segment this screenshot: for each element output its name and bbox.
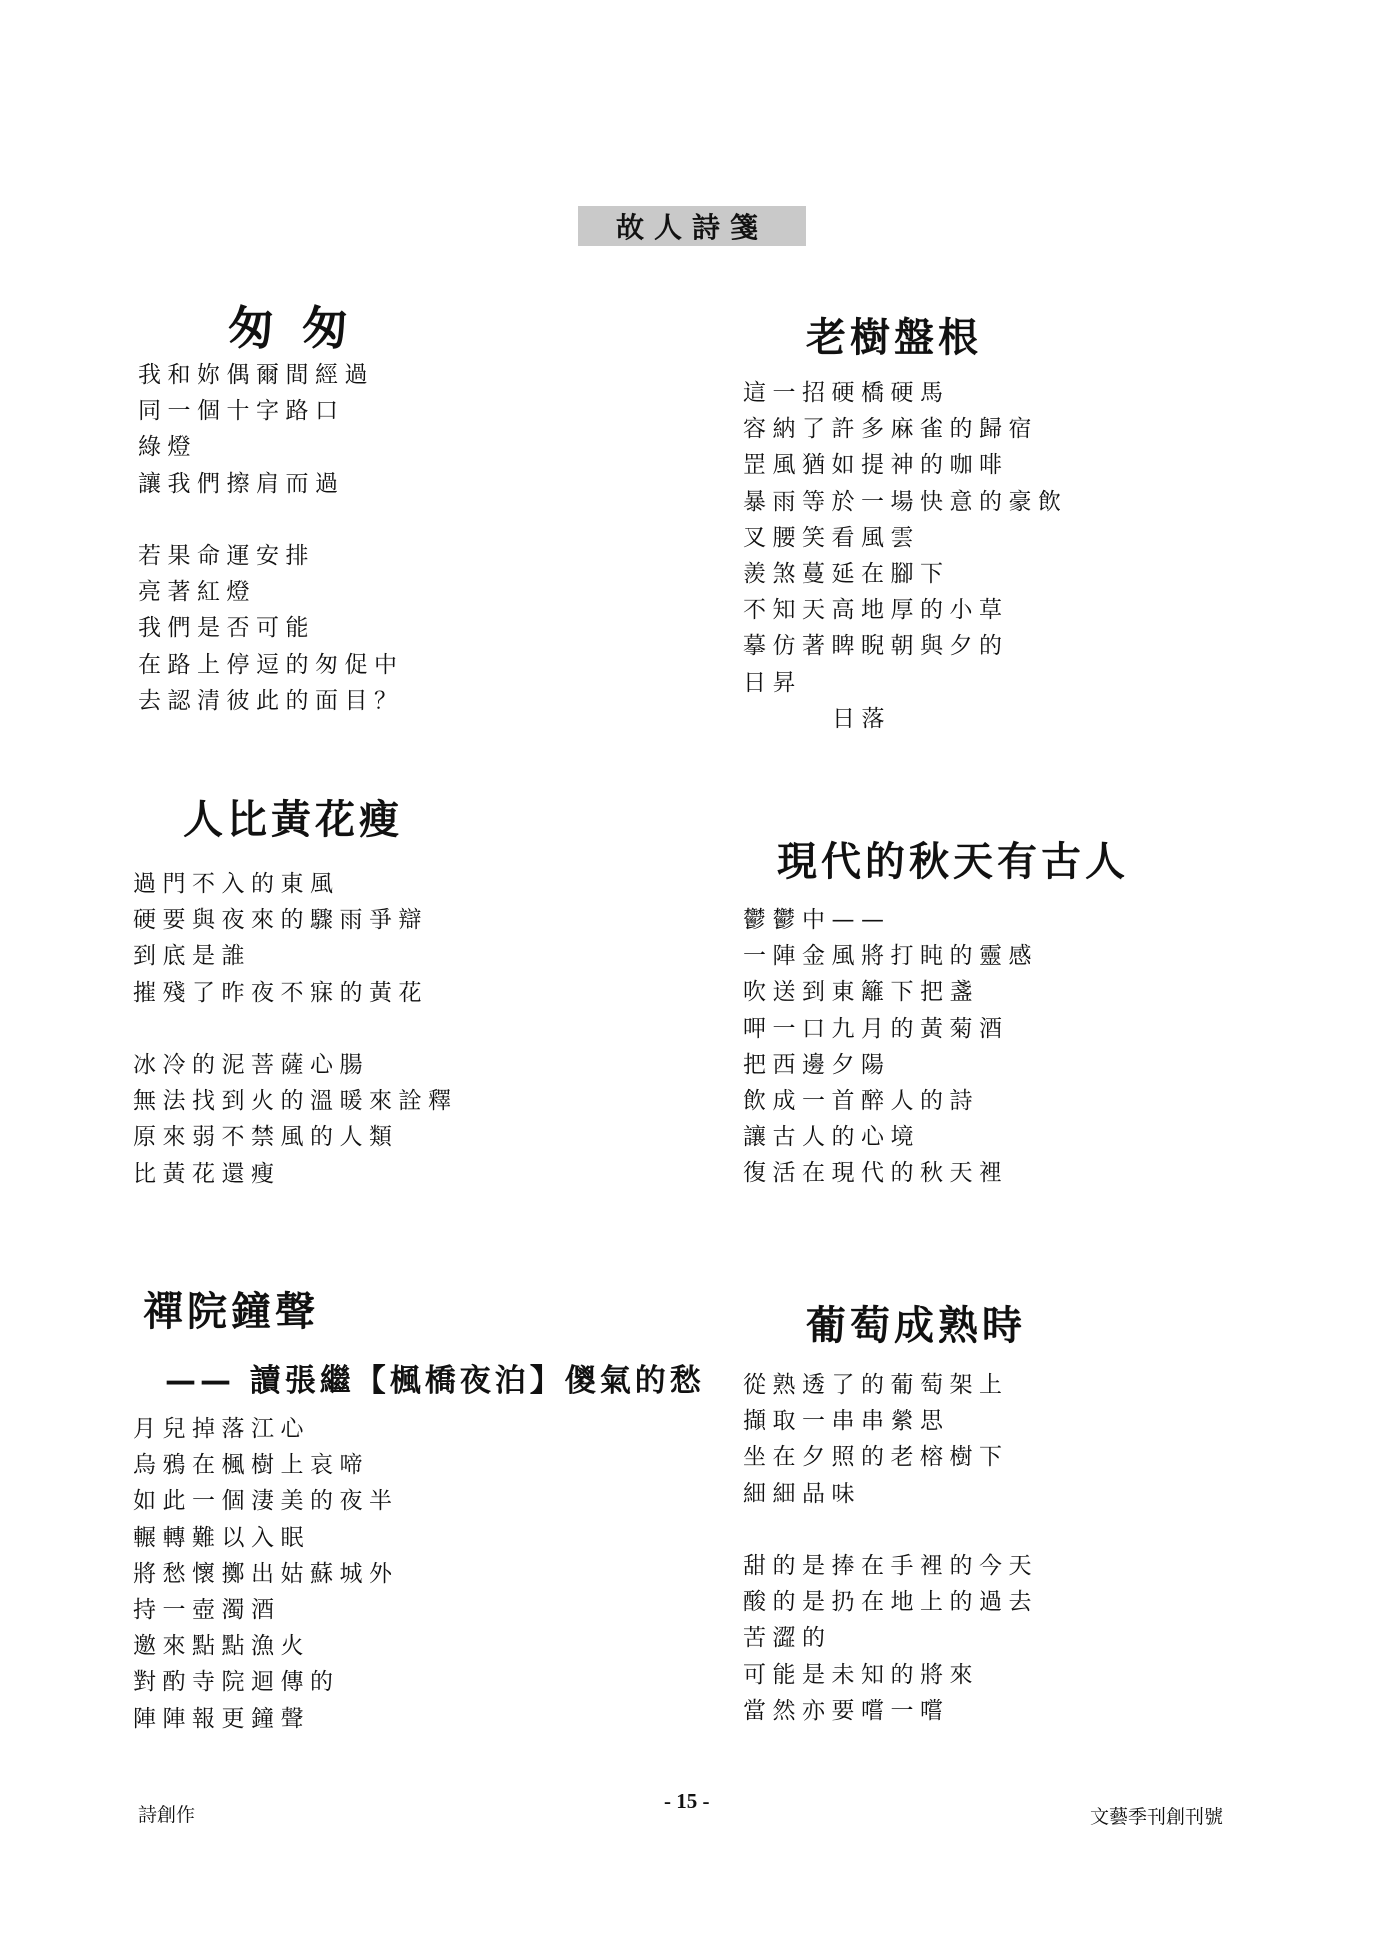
- poem-title: 匆 匆: [228, 301, 355, 355]
- poem-line: 過門不入的東風: [133, 871, 340, 897]
- poem-line: 細細品味: [743, 1480, 861, 1507]
- poem-line: 持一壺濁酒: [133, 1596, 281, 1623]
- poem-line: 綠燈: [138, 434, 197, 461]
- poem-line: 從熟透了的葡萄架上: [743, 1372, 1009, 1398]
- poem-line: 容納了許多麻雀的歸宿: [743, 416, 1038, 443]
- poem-line: 羨煞蔓延在腳下: [743, 560, 950, 587]
- poem-line: 飲成一首醉人的詩: [743, 1087, 979, 1114]
- poem-line: 摹仿著睥睨朝與夕的: [743, 633, 1009, 660]
- poem-line: 亮著紅燈: [138, 579, 256, 606]
- poem-line: 我和妳偶爾間經過: [138, 362, 374, 388]
- poem-line: 陣陣報更鐘聲: [133, 1705, 310, 1732]
- poem-line: 將愁懷擲出姑蘇城外: [133, 1560, 399, 1587]
- poem-lines: [743, 902, 1038, 1192]
- poem-title: 老樹盤根: [806, 314, 982, 361]
- poem-line: 原來弱不禁風的人類: [133, 1124, 399, 1151]
- poem-line: 在路上停逗的匆促中: [138, 651, 404, 678]
- poem-lines: [743, 1367, 1038, 1729]
- poem-line: 暴雨等於一場快意的豪飲: [743, 488, 1068, 515]
- poem-line: 我們是否可能: [138, 615, 315, 642]
- poem-line: 叉腰笑看風雲: [743, 524, 920, 551]
- poem-line: 罡風猶如提神的咖啡: [743, 452, 1009, 479]
- poem-line: 吹送到東籬下把盞: [743, 979, 979, 1006]
- poem-lines: [743, 375, 1068, 737]
- poem-title: 現代的秋天有古人: [777, 838, 1129, 885]
- section-header: 故人詩箋: [578, 206, 806, 246]
- poem-lines: [138, 357, 404, 719]
- poem-line: 苦澀的: [743, 1625, 832, 1652]
- poem-line: 硬要與夜來的驟雨爭辯: [133, 907, 428, 934]
- poem-line: 冰冷的泥菩薩心腸: [133, 1051, 369, 1078]
- poem-line: 摧殘了昨夜不寐的黃花: [133, 979, 428, 1006]
- poem-line: 鬱鬱中——: [743, 907, 891, 933]
- poem-title: 人比黃花瘦: [183, 796, 403, 843]
- poem-line: 不知天高地厚的小草: [743, 597, 1009, 624]
- poem-line: 若果命運安排: [138, 542, 315, 569]
- poem-line: 把西邊夕陽: [743, 1051, 891, 1078]
- poem-line: 同一個十字路口: [138, 398, 345, 425]
- poem-line: 讓我們擦肩而過: [138, 470, 345, 497]
- poem-lines: [133, 1411, 399, 1737]
- poem-subtitle: —— 讀張繼【楓橋夜泊】儍氣的愁: [165, 1363, 705, 1399]
- poem-line: 日落: [832, 705, 891, 732]
- poem-line: 坐在夕照的老榕樹下: [743, 1444, 1009, 1471]
- poem-line: 去認清彼此的面目？: [138, 687, 404, 714]
- poem-line: 讓古人的心境: [743, 1124, 920, 1151]
- poem-lines: [133, 866, 458, 1192]
- footer-section-label: 詩創作: [138, 1804, 196, 1826]
- poem-line: 比黃花還瘦: [133, 1160, 281, 1187]
- poem-line: 當然亦要嚐一嚐: [743, 1697, 950, 1724]
- poem-line: 邀來點點漁火: [133, 1633, 310, 1660]
- poem-line: 復活在現代的秋天裡: [743, 1160, 1009, 1187]
- poem-line: 輾轉難以入眠: [133, 1524, 310, 1551]
- footer-publication-name: 文藝季刊創刊號: [1090, 1806, 1224, 1828]
- poem-line: 到底是誰: [133, 943, 251, 970]
- poem-line: 一陣金風將打盹的靈感: [743, 943, 1038, 970]
- stanza-break: [133, 1011, 458, 1047]
- poem-line: 甜的是捧在手裡的今天: [743, 1552, 1038, 1579]
- poem-line: 呷一口九月的黃菊酒: [743, 1015, 1009, 1042]
- poem-line: 如此一個淒美的夜半: [133, 1488, 399, 1515]
- poem-line: 日昇: [743, 669, 802, 696]
- poem-title: 葡萄成熟時: [806, 1302, 1026, 1349]
- poem-line: 烏鴉在楓樹上哀啼: [133, 1452, 369, 1479]
- poem-line: 月兒掉落江心: [133, 1416, 310, 1442]
- poem-line: 酸的是扔在地上的過去: [743, 1589, 1038, 1616]
- stanza-break: [743, 1512, 1038, 1548]
- poem-line: 擷取一串串縈思: [743, 1408, 950, 1435]
- stanza-break: [138, 502, 404, 538]
- poem-line: 這一招硬橋硬馬: [743, 380, 950, 406]
- poem-line: 可能是未知的將來: [743, 1661, 979, 1688]
- poem-line: 對酌寺院迴傳的: [133, 1669, 340, 1696]
- poem-line: 無法找到火的溫暖來詮釋: [133, 1088, 458, 1115]
- poem-title: 禪院鐘聲: [143, 1288, 319, 1335]
- page-number: - 15 -: [664, 1789, 710, 1813]
